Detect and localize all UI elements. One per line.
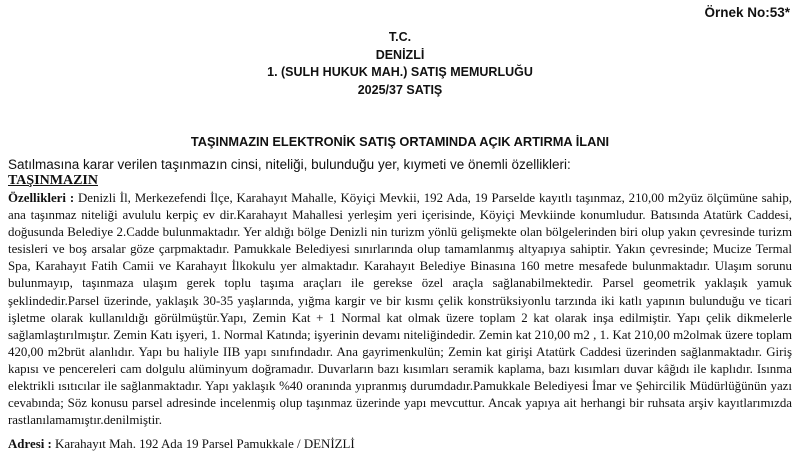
header-line-office: 1. (SULH HUKUK MAH.) SATIŞ MEMURLUĞU <box>267 65 533 79</box>
header-line-tc: T.C. <box>388 30 412 44</box>
intro-text: Satılmasına karar verilen taşınmazın cinsi, niteliği, bulunduğu yer, kıymeti ve önemli özellikleri: <box>8 157 571 172</box>
address-line <box>8 436 355 453</box>
header-line-city: DENİZLİ <box>375 47 425 62</box>
features-text: Denizli İl, Merkezefendi İlçe, Karahayıt Mahalle, Köyiçi Mevkii, 192 Ada, 19 Parselde kayıtlı taşınmaz, 210,00 m2yüz ölçümüne sahip, ana taşınmaz niteliği avululu kerpiç ev dir.Karahayıt Mahallesi yerleşim yeri içerisinde, Köyiçi Mevkiinde konumludur. Batısında Atatürk Caddesi, doğusunda Belediye 2.Cadde bulunmaktadır. Yer aldığı bölge Denizli nin turizm yönlü gelişmekte olan bölgelerinden biri olup yakın çevresinde turizm tesisleri ve boş arsalar göze çarpmaktadır. Pamukkale Belediyesi sınırlarında olup tamamlanmış altyapıya sahiptir. Yakın çevresinde; Mucize Termal Spa, Karahayıt Fatih Camii ve Karahayıt İlkokulu yer almaktadır. Karahayıt Belediye Binasına 160 metre mesafede bulunmaktadır. Ulaşım sorunu bulunmayıp, taşınmaza ulaşım gerek toplu taşıma araçları ile gerekse özel araçla sağlanabilmektedir. Parsel geometrik yaklaşık yamuk şeklindedir.Parsel üzerinde, yaklaşık 30-35 yaşlarında, yığma kargir ve bir kısmı çelik konstrüksiyonlu tarzında iki katlı yapının bulunduğu ve ticari işletme olarak kullanıldığı görülmüştür.Yapı, Zemin Kat + 1 Normal kat olmak üzere toplam 2 kat olarak inşa edilmiştir. Yapı çelik dikmelerle sağlamlaştırılmıştır. Zemin Katı işyeri, 1. Normal Katında; işyerinin devamı niteliğindedir. Zemin kat 210,00 m2 , 1. Kat 210,00 m2olmak üzere toplam 420,00 m2brüt alanlıdır. Yapı bu haliyle IIB yapı sınıfındadır. Ana gayrimenkulün; Zemin kat girişi Atatürk Caddesi üzerinden sağlanmaktadır. Giriş kapısı ve pencereleri cam dolgulu alüminyum doğramadır. Duvarların bazı kısımları seramik kaplama, bazı kısımları duvar kâğıdı ile kaplıdır. Isınma elektrikli ısıtıcılar ile sağlanmaktadır. Yapı yaklaşık %40 oranında yıpranmış durumdadır.Pamukkale Belediyesi İmar ve Şehircilik Müdürlüğünün yazı cevabında; Söz konusu parsel adresinde incelenmiş olup taşınmaz üzerinde yapı mevcuttur. Ancak yapıya ait herhangi bir ruhsata arşiv kayıtlarımızda rastlanılamamıştır.denilmiştir. <box>8 191 792 428</box>
address-label: Adresi : <box>8 437 52 451</box>
notice-title: TAŞINMAZIN ELEKTRONİK SATIŞ ORTAMINDA AÇIK ARTIRMA İLANI <box>190 134 610 149</box>
features-label: Özellikleri : <box>8 191 75 205</box>
sample-number: Örnek No:53* <box>704 5 790 20</box>
features-paragraph <box>8 190 792 429</box>
header-line-file-no: 2025/37 SATIŞ <box>357 82 443 97</box>
section-heading: TAŞINMAZIN <box>8 173 98 188</box>
address-text: Karahayıt Mah. 192 Ada 19 Parsel Pamukkale / DENİZLİ <box>51 437 355 451</box>
document-header <box>0 29 800 99</box>
